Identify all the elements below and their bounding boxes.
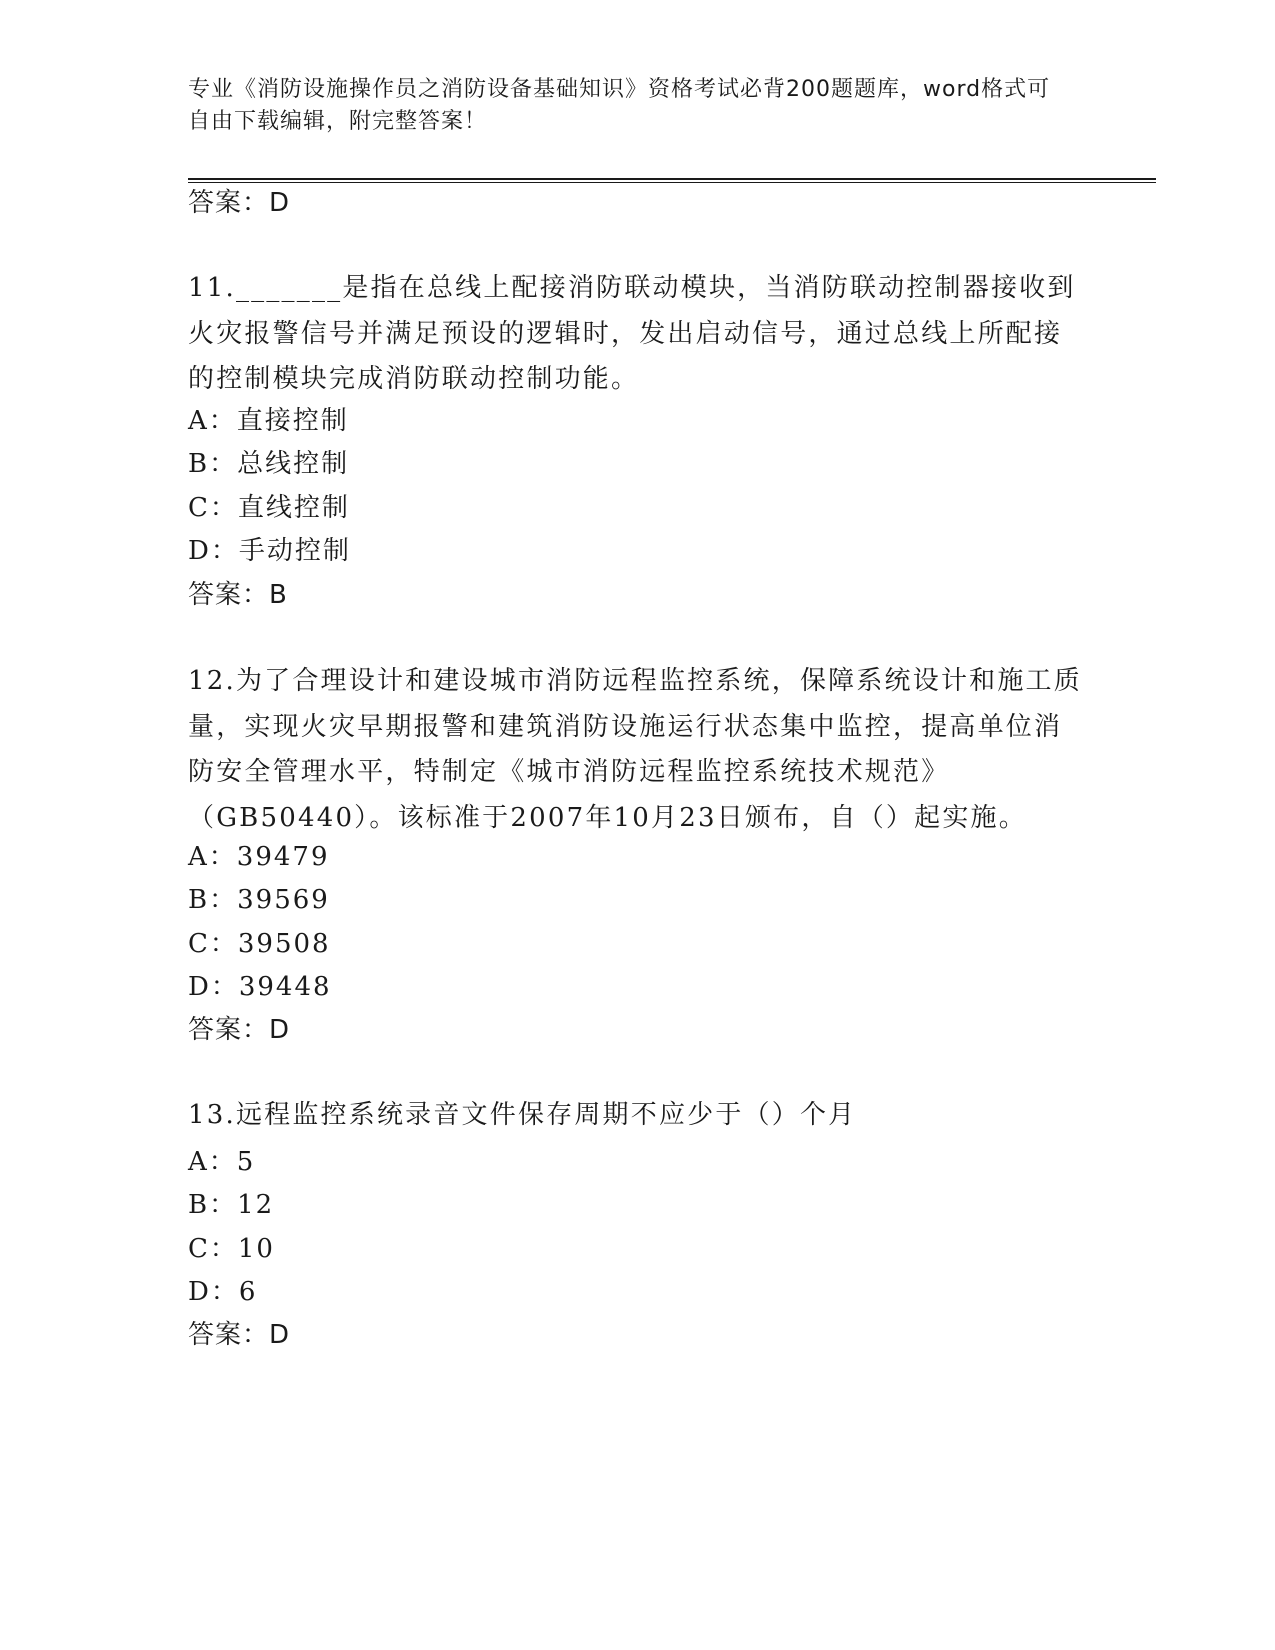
question-11-option-a: A：直接控制 — [188, 406, 349, 436]
document-header: 专业《消防设施操作员之消防设备基础知识》资格考试必背200题题库，word格式可自由下载编辑，附完整答案！ — [188, 77, 1051, 134]
question-11-option-b: B：总线控制 — [188, 449, 350, 479]
question-13-option-d: D：6 — [188, 1277, 258, 1307]
question-13-answer: 答案：D — [188, 1320, 291, 1350]
question-12-option-c: C：39508 — [188, 929, 331, 959]
question-11-stem: 11._______是指在总线上配接消防联动模块，当消防联动控制器接收到火灾报警信号并满足预设的逻辑时，发出启动信号，通过总线上所配接的控制模块完成消防联动控制功能。 — [188, 273, 1076, 394]
question-12-option-a: A：39479 — [188, 842, 330, 872]
question-13-option-a: A：5 — [188, 1147, 256, 1177]
question-11-option-c: C：直线控制 — [188, 493, 350, 523]
question-11-option-d: D：手动控制 — [188, 536, 351, 566]
previous-answer: 答案：D — [188, 188, 291, 218]
question-11-answer: 答案：B — [188, 580, 288, 610]
question-13-stem: 13.远程监控系统录音文件保存周期不应少于（）个月 — [188, 1100, 857, 1130]
header-rule-thin — [188, 182, 1156, 183]
question-12-answer: 答案：D — [188, 1015, 291, 1045]
question-13-option-b: B：12 — [188, 1190, 275, 1220]
header-rule-thick — [188, 178, 1156, 180]
question-13-option-c: C：10 — [188, 1234, 275, 1264]
question-12-option-b: B：39569 — [188, 885, 330, 915]
question-12-stem: 12.为了合理设计和建设城市消防远程监控系统，保障系统设计和施工质量，实现火灾早期报警和建筑消防设施运行状态集中监控，提高单位消防安全管理水平，特制定《城市消防远程监控系统技术规范》（GB50440）。该标准于2007年10月23日颁布，自（）起实施。 — [188, 666, 1082, 833]
question-12-option-d: D：39448 — [188, 972, 332, 1002]
